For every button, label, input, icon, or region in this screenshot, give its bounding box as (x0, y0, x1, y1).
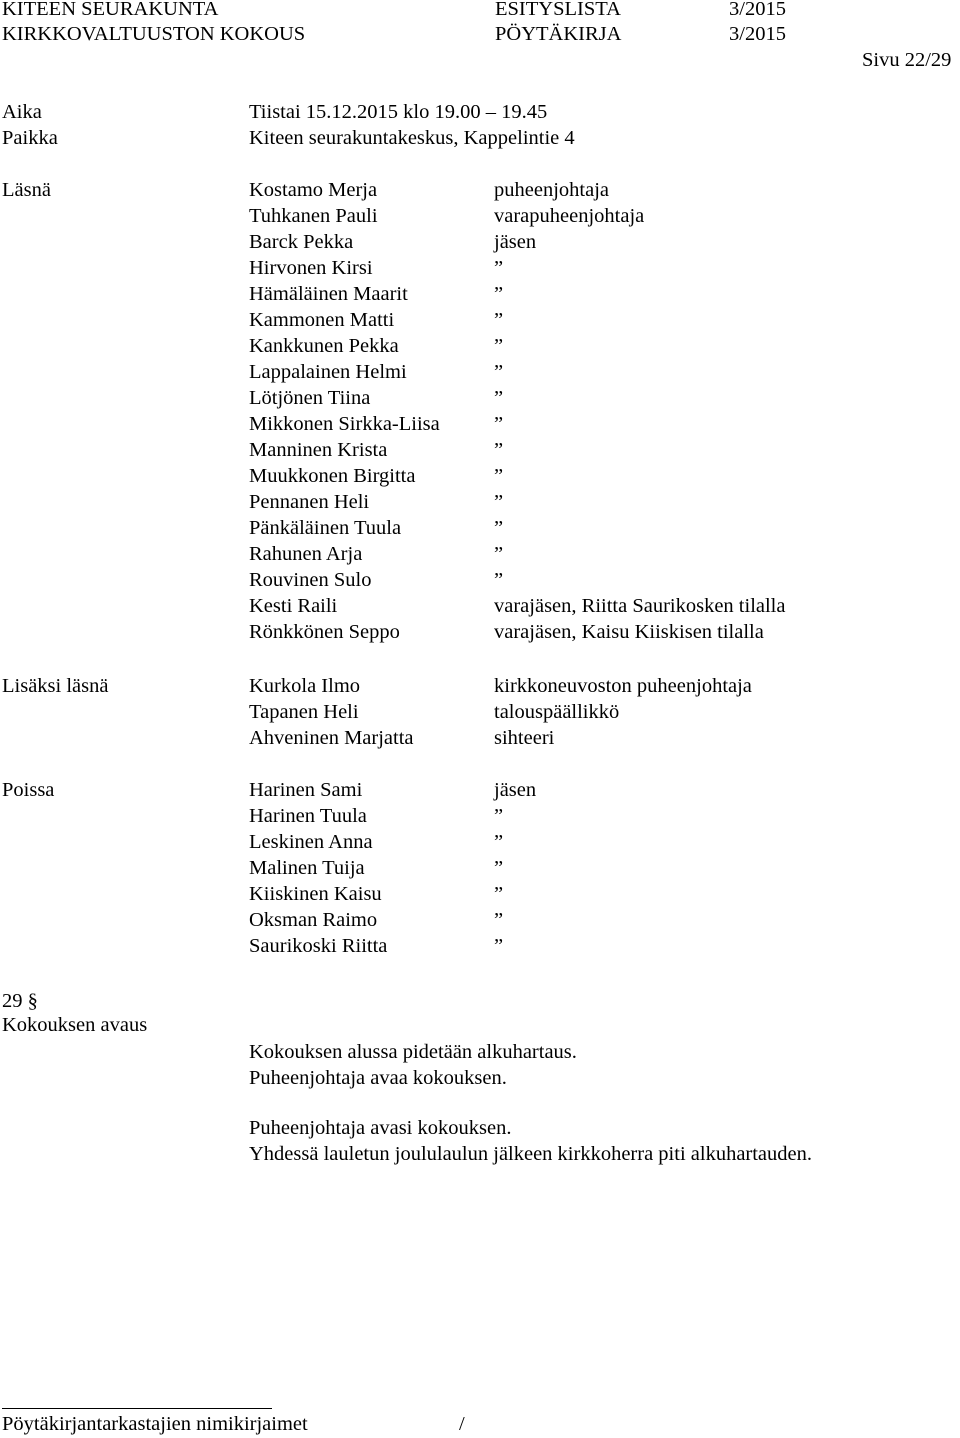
attendee-role: talouspäällikkö (494, 701, 620, 723)
attendee-role: jäsen (494, 779, 537, 801)
attendee-role: ” (494, 257, 504, 279)
organization-name: KITEEN SEURAKUNTA (2, 0, 219, 20)
attendee-row (0, 359, 960, 385)
document-type-minutes: PÖYTÄKIRJA (495, 23, 622, 45)
attendee-row (0, 385, 960, 411)
agenda-number: 3/2015 (729, 0, 786, 20)
attendee-name: Oksman Raimo (249, 909, 378, 931)
attendee-role: ” (494, 935, 504, 957)
attendee-name: Mikkonen Sirkka-Liisa (249, 413, 440, 435)
meeting-body-name: KIRKKOVALTUUSTON KOKOUS (2, 23, 306, 45)
attendee-name: Tapanen Heli (249, 701, 359, 723)
proposal-line-2: Puheenjohtaja avaa kokouksen. (249, 1067, 507, 1089)
attendee-role: ” (494, 831, 504, 853)
attendee-name: Barck Pekka (249, 231, 354, 253)
attendee-row (0, 725, 960, 751)
place-value: Kiteen seurakuntakeskus, Kappelintie 4 (249, 127, 575, 149)
attendee-name: Ahveninen Marjatta (249, 727, 414, 749)
attendee-row (0, 593, 960, 619)
decision-line-2: Yhdessä lauletun joululaulun jälkeen kirkkoherra piti alkuhartauden. (249, 1143, 813, 1165)
section-title: Kokouksen avaus (2, 1014, 148, 1036)
initials-label: Pöytäkirjantarkastajien nimikirjaimet (2, 1413, 308, 1435)
attendee-role: ” (494, 857, 504, 879)
attendee-row (0, 489, 960, 515)
attendee-row (0, 541, 960, 567)
attendee-name: Kostamo Merja (249, 179, 378, 201)
document-type-agenda: ESITYSLISTA (495, 0, 621, 20)
attendee-row (0, 255, 960, 281)
attendee-role: ” (494, 309, 504, 331)
attendee-name: Kurkola Ilmo (249, 675, 361, 697)
attendee-name: Malinen Tuija (249, 857, 365, 879)
attendee-role: ” (494, 517, 504, 539)
attendee-row (0, 699, 960, 725)
attendee-row (0, 619, 960, 645)
initials-slash: / (459, 1413, 465, 1435)
attendee-name: Rönkkönen Seppo (249, 621, 400, 643)
attendee-row (0, 881, 960, 907)
attendee-role: ” (494, 387, 504, 409)
attendee-role: varajäsen, Kaisu Kiiskisen tilalla (494, 621, 764, 643)
attendee-name: Harinen Sami (249, 779, 363, 801)
attendee-name: Hirvonen Kirsi (249, 257, 373, 279)
attendee-name: Hämäläinen Maarit (249, 283, 408, 305)
time-label: Aika (2, 101, 42, 123)
attendee-role: ” (494, 361, 504, 383)
attendee-name: Kankkunen Pekka (249, 335, 399, 357)
attendee-name: Saurikoski Riitta (249, 935, 388, 957)
attendee-row (0, 777, 960, 803)
attendee-name: Kammonen Matti (249, 309, 395, 331)
attendee-role: ” (494, 465, 504, 487)
attendee-role: ” (494, 805, 504, 827)
attendee-role: varapuheenjohtaja (494, 205, 645, 227)
attendee-role: ” (494, 883, 504, 905)
proposal-line-1: Kokouksen alussa pidetään alkuhartaus. (249, 1041, 577, 1063)
attendee-role: ” (494, 439, 504, 461)
attendee-row (0, 567, 960, 593)
attendee-row (0, 803, 960, 829)
place-label: Paikka (2, 127, 58, 149)
attendee-name: Rahunen Arja (249, 543, 363, 565)
absent-label: Poissa (2, 779, 55, 801)
attendee-role: ” (494, 491, 504, 513)
attendee-name: Pennanen Heli (249, 491, 370, 513)
decision-line-1: Puheenjohtaja avasi kokouksen. (249, 1117, 512, 1139)
attendee-row (0, 933, 960, 959)
attendee-role: kirkkoneuvoston puheenjohtaja (494, 675, 752, 697)
attendee-role: ” (494, 283, 504, 305)
attendee-row (0, 177, 960, 203)
attendee-row (0, 307, 960, 333)
attendee-row (0, 855, 960, 881)
attendee-name: Harinen Tuula (249, 805, 367, 827)
page-number: Sivu 22/29 (862, 49, 952, 71)
attendee-role: varajäsen, Riitta Saurikosken tilalla (494, 595, 786, 617)
time-value: Tiistai 15.12.2015 klo 19.00 – 19.45 (249, 101, 548, 123)
attendee-role: ” (494, 909, 504, 931)
also-present-label: Lisäksi läsnä (2, 675, 109, 697)
attendee-row (0, 515, 960, 541)
attendee-row (0, 463, 960, 489)
attendee-name: Lötjönen Tiina (249, 387, 371, 409)
attendee-name: Kiiskinen Kaisu (249, 883, 382, 905)
attendee-row (0, 673, 960, 699)
attendee-row (0, 281, 960, 307)
attendee-row (0, 907, 960, 933)
attendee-role: sihteeri (494, 727, 555, 749)
attendee-role: ” (494, 543, 504, 565)
attendee-row (0, 411, 960, 437)
attendee-name: Manninen Krista (249, 439, 388, 461)
attendee-name: Leskinen Anna (249, 831, 373, 853)
attendee-name: Kesti Raili (249, 595, 338, 617)
attendee-role: ” (494, 413, 504, 435)
attendee-role: ” (494, 335, 504, 357)
attendee-row (0, 333, 960, 359)
attendee-role: puheenjohtaja (494, 179, 609, 201)
attendee-role: jäsen (494, 231, 537, 253)
minutes-number: 3/2015 (729, 23, 786, 45)
attendee-name: Rouvinen Sulo (249, 569, 372, 591)
attendee-row (0, 203, 960, 229)
attendee-row (0, 829, 960, 855)
attendee-row (0, 437, 960, 463)
section-number: 29 § (2, 990, 38, 1012)
attendee-name: Tuhkanen Pauli (249, 205, 378, 227)
attendee-name: Muukkonen Birgitta (249, 465, 416, 487)
present-label: Läsnä (2, 179, 51, 201)
attendee-row (0, 229, 960, 255)
attendee-name: Pänkäläinen Tuula (249, 517, 402, 539)
attendee-name: Lappalainen Helmi (249, 361, 407, 383)
signature-rule (2, 1408, 272, 1409)
attendee-role: ” (494, 569, 504, 591)
